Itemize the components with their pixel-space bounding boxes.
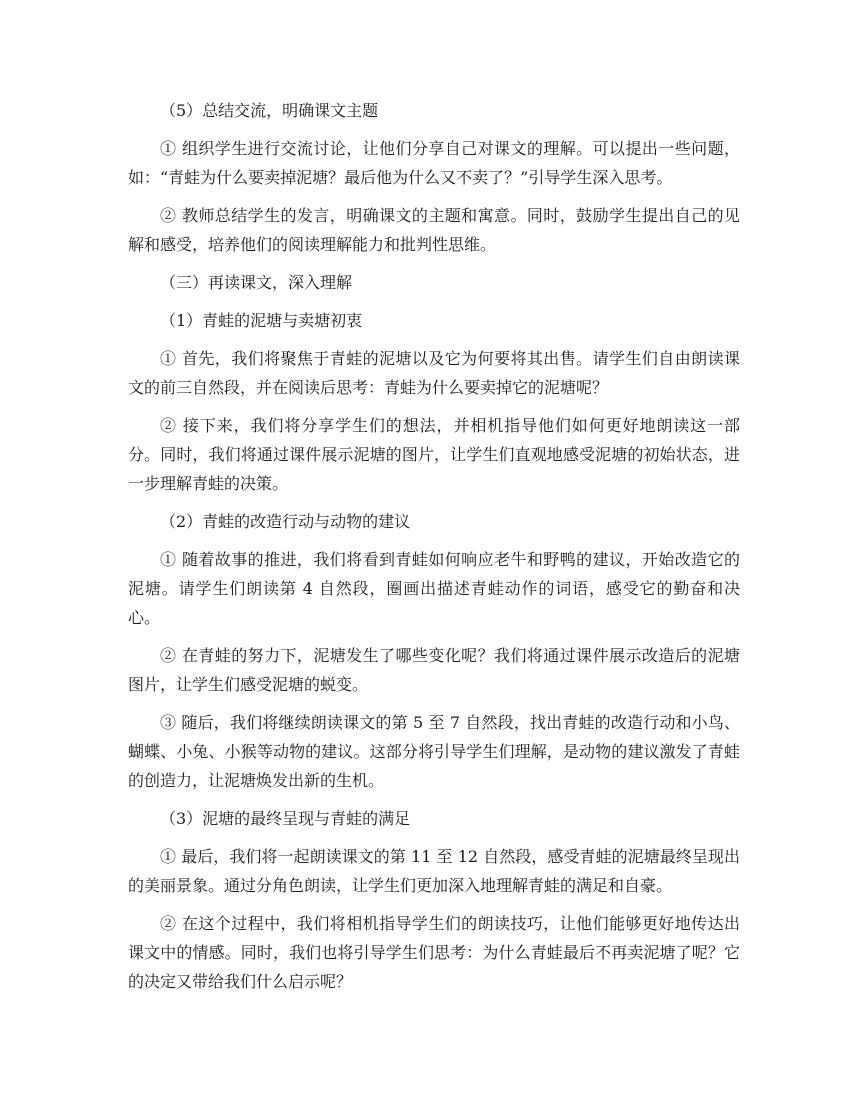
heading-2-transform: （2）青蛙的改造行动与动物的建议 — [160, 512, 411, 531]
heading-1-pond: （1）青蛙的泥塘与卖塘初衷 — [160, 311, 363, 330]
para-teacher-summary: ② 教师总结学生的发言，明确课文的主题和寓意。同时，鼓励学生提出自己的见解和感受，培养他们的阅读理解能力和批判性思维。 — [128, 206, 740, 254]
para-animal-advice: ③ 随后，我们将继续朗读课文的第 5 至 7 自然段，找出青蛙的改造行动和小鸟、蝴蝶、小兔、小猴等动物的建议。这部分将引导学生们理解，是动物的建议激发了青蛙的创造力，让泥塘焕发出新的生机。 — [128, 713, 740, 790]
para-final-scene: ① 最后，我们将一起朗读课文的第 11 至 12 自然段，感受青蛙的泥塘最终呈现出的美丽景象。通过分角色朗读，让学生们更加深入地理解青蛙的满足和自豪。 — [128, 847, 740, 895]
para-reading-skills: ② 在这个过程中，我们将相机指导学生们的朗读技巧，让他们能够更好地传达出课文中的情感。同时，我们也将引导学生们思考：为什么青蛙最后不再卖泥塘了呢？它的决定又带给我们什么启示呢？ — [128, 914, 740, 991]
heading-3-final: （3）泥塘的最终呈现与青蛙的满足 — [160, 809, 411, 828]
document-body — [128, 96, 740, 1005]
para-discussion: ① 组织学生进行交流讨论，让他们分享自己对课文的理解。可以提出一些问题，如：“青蛙为什么要卖掉泥塘？最后他为什么又不卖了？”引导学生深入思考。 — [128, 139, 740, 187]
para-first-focus: ① 首先，我们将聚焦于青蛙的泥塘以及它为何要将其出售。请学生们自由朗读课文的前三自然段，并在阅读后思考：青蛙为什么要卖掉它的泥塘呢？ — [128, 349, 740, 397]
para-story-progress: ① 随着故事的推进，我们将看到青蛙如何响应老牛和野鸭的建议，开始改造它的泥塘。请学生们朗读第 4 自然段，圈画出描述青蛙动作的词语，感受它的勤奋和决心。 — [128, 550, 740, 627]
para-pond-change: ② 在青蛙的努力下，泥塘发生了哪些变化呢？我们将通过课件展示改造后的泥塘图片，让学生们感受泥塘的蜕变。 — [128, 646, 740, 694]
heading-5-summary: （5）总结交流，明确课文主题 — [160, 101, 379, 120]
heading-section-3: （三）再读课文，深入理解 — [160, 273, 353, 292]
para-share-ideas: ② 接下来，我们将分享学生们的想法，并相机指导他们如何更好地朗读这一部分。同时，我们将通过课件展示泥塘的图片，让学生们直观地感受泥塘的初始状态，进一步理解青蛙的决策。 — [128, 416, 740, 493]
